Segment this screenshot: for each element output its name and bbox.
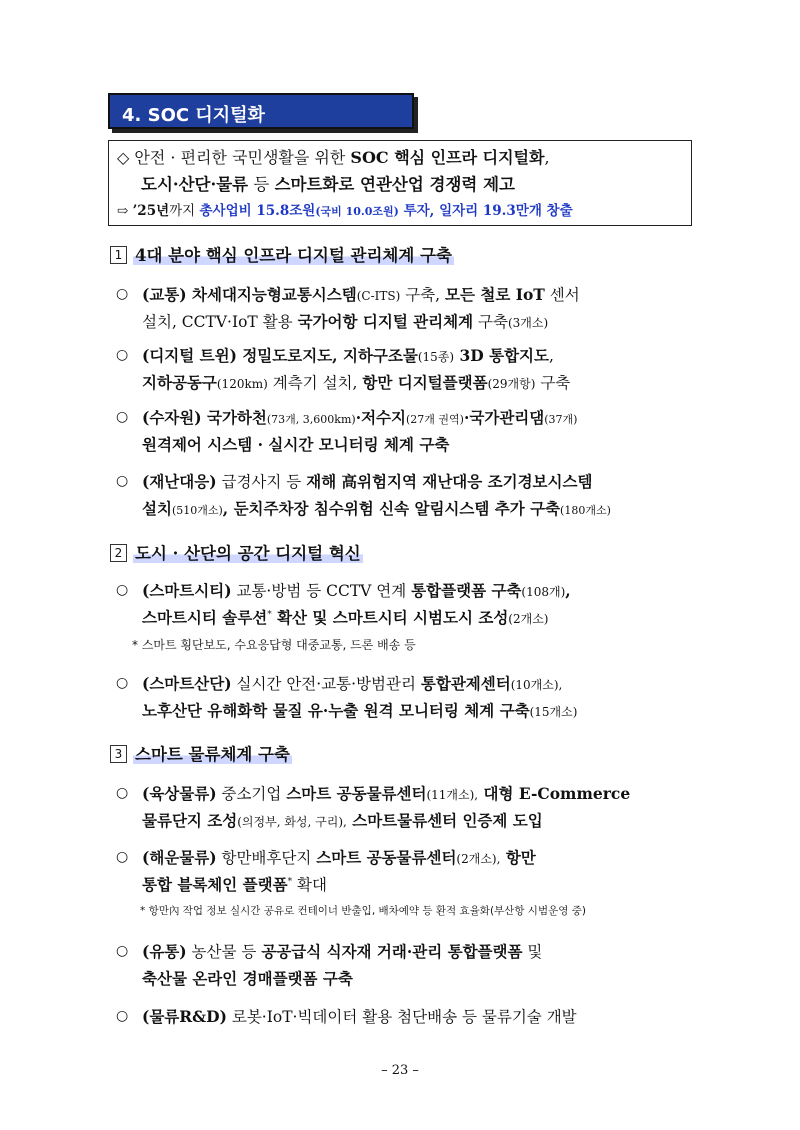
page-number: – 23 –: [381, 1063, 419, 1078]
text-run: 모든 철로 IoT: [445, 285, 545, 304]
text-run: 공공급식 식자재 거래·관리 통합플랫폼: [261, 942, 523, 961]
text-run: 중소기업: [216, 785, 287, 803]
text-run: (120km): [216, 377, 268, 391]
text-run: (C-ITS): [356, 289, 401, 303]
text-run: ·저수지: [355, 408, 407, 427]
text-run: 구축: [535, 374, 571, 392]
item-land-logistics-line1: [142, 782, 630, 804]
bullet-icon: ○: [116, 849, 129, 865]
bullet-icon: ○: [116, 347, 129, 363]
text-run: 확대: [292, 876, 327, 894]
item-logistics-rnd-line1: [142, 1005, 577, 1027]
text-run: (29개항): [487, 377, 536, 391]
text-run: (15개소): [529, 705, 578, 719]
text-run: (10개소),: [510, 678, 563, 692]
text-run: 및: [522, 943, 543, 961]
text-run: (510개소): [171, 504, 223, 517]
text-run: (교통) 차세대지능형교통시스템: [142, 285, 357, 304]
text-run: (유통): [142, 942, 187, 961]
text-run: 스마트 공동물류센터: [286, 784, 427, 803]
item-water-line1: [142, 406, 577, 428]
text-run: (재난대응): [142, 472, 217, 491]
item-water-line2: [142, 433, 449, 455]
text-run: (15종): [417, 350, 455, 364]
section-heading-title: 4대 분야 핵심 인프라 디지털 관리체계 구축: [135, 246, 452, 265]
text-run: (2개소),: [456, 852, 501, 866]
text-run: (물류R&D): [142, 1007, 227, 1026]
text-run: ,: [565, 581, 571, 600]
text-run: 통합플랫폼 구축: [411, 581, 522, 600]
summary-box: [108, 140, 692, 226]
text-run: 스마트화로 연관산업 경쟁력 제고: [274, 175, 515, 194]
text-run: 지하공동구: [142, 373, 217, 392]
summary-line-2: [141, 171, 515, 195]
item-smart-complex-line2: [142, 699, 577, 721]
item-distribution-line2: [142, 967, 353, 989]
text-run: 설치, CCTV·IoT 활용: [142, 313, 298, 331]
text-run: 설치: [142, 499, 172, 518]
text-run: SOC 핵심 인프라 디지털화: [350, 148, 545, 167]
text-run: 교통·방범 등 CCTV 연계: [231, 582, 412, 600]
item-sea-logistics-line2: [142, 873, 327, 895]
text-run: 구축,: [400, 286, 446, 304]
text-run: (수자원) 국가하천: [142, 408, 267, 427]
bullet-icon: ○: [116, 943, 129, 959]
text-run: 구축: [473, 313, 508, 331]
text-run: 까지: [169, 203, 200, 219]
text-run: (108개): [521, 585, 566, 599]
text-run: ,: [549, 347, 554, 365]
section-number: 1: [110, 246, 127, 264]
text-run: (스마트산단): [142, 674, 232, 693]
text-run: 투자, 일자리 19.3만개 창출: [398, 203, 573, 219]
item-disaster-line2: [142, 497, 611, 519]
bullet-icon: ○: [116, 785, 129, 801]
text-run: 항만 디지털플랫폼: [362, 373, 488, 392]
bullet-icon: ○: [116, 473, 129, 489]
text-run: 국가어항 디지털 관리체계: [297, 312, 474, 331]
text-run: 통합관제센터: [420, 674, 511, 693]
text-run: 실시간 안전·교통·방범관리: [231, 675, 421, 693]
text-run: *: [287, 876, 293, 887]
text-run: (3개소): [507, 316, 549, 330]
item-sea-logistics-line1: [142, 846, 536, 868]
bullet-icon: ○: [116, 675, 129, 691]
text-run: 도시·산단·물류: [141, 175, 249, 194]
item-digital-twin-line1: [142, 344, 554, 366]
text-run: (37개): [544, 413, 578, 426]
text-run: (해운물류): [142, 848, 217, 867]
section-heading-1: [110, 242, 454, 266]
text-run: 원격제어 시스템 · 실시간 모니터링 체계 구축: [142, 435, 450, 454]
text-run: (27개 권역): [406, 413, 464, 426]
text-run: , 둔치주차장 침수위험 신속 알림시스템 추가 구축: [222, 499, 561, 518]
item-land-logistics-line2: [142, 809, 543, 831]
arrow-icon: ⇨: [117, 203, 129, 219]
text-run: 로봇·IoT·빅데이터 활용 첨단배송 등 물류기술 개발: [226, 1008, 577, 1026]
item-smart-complex-line1: [142, 672, 562, 694]
text-run: (의정부, 화성, 구리),: [237, 815, 347, 829]
bullet-icon: ○: [116, 409, 129, 425]
text-run: 급경사지 등: [216, 473, 307, 491]
section-heading-title: 도시 · 산단의 공간 디지털 혁신: [135, 544, 361, 563]
item-traffic-line2: [142, 310, 548, 332]
text-run: (2개소): [508, 612, 549, 626]
text-run: 3D 통합지도: [454, 346, 549, 365]
text-run: ,: [544, 148, 550, 167]
footnote-sea-logistics: * 항만內 작업 정보 실시간 공유로 컨테이너 반출입, 배차예약 등 환적 효율화(부산항 시범운영 중): [140, 905, 586, 917]
text-run: 노후산단 유해화학 물질 유·누출 원격 모니터링 체계 구축: [142, 701, 530, 720]
item-smart-city-line1: [142, 579, 571, 601]
item-distribution-line1: [142, 940, 542, 962]
text-run: 안전 · 편리한 국민생활을 위한: [134, 148, 351, 167]
text-run: 농산물 등: [186, 943, 262, 961]
text-run: 축산물 온라인 경매플랫폼 구축: [142, 969, 353, 988]
text-run: ’25년: [132, 203, 170, 219]
text-run: 항만배후단지: [216, 849, 317, 867]
item-digital-twin-line2: [142, 371, 570, 393]
item-traffic-line1: [142, 283, 580, 305]
section-number: 2: [110, 544, 127, 562]
text-run: (스마트시티): [142, 581, 232, 600]
text-run: 대형 E-Commerce: [478, 784, 631, 803]
footnote-smart-city: * 스마트 횡단보도, 수요응답형 대중교통, 드론 배송 등: [132, 638, 416, 652]
text-run: 스마트시티 솔루션: [142, 608, 268, 627]
section-title-box: [108, 93, 414, 129]
text-run: (11개소),: [426, 788, 479, 802]
text-run: *: [267, 609, 272, 620]
text-run: 통합 블록체인 플랫폼: [142, 875, 288, 894]
summary-line-1: [117, 145, 550, 168]
text-run: 확산 및 스마트시티 시범도시 조성: [271, 608, 509, 627]
bullet-icon: ○: [116, 582, 129, 598]
text-run: 총사업비 15.8조원: [199, 203, 316, 219]
text-run: , 지하구조물: [332, 346, 418, 365]
summary-line-3: [117, 199, 573, 219]
text-run: (육상물류): [142, 784, 217, 803]
text-run: 물류단지 조성: [142, 811, 238, 830]
item-disaster-line1: [142, 470, 592, 492]
section-heading-2: [110, 540, 363, 564]
text-run: 계측기 설치,: [267, 374, 363, 392]
bullet-icon: ○: [116, 286, 129, 302]
section-heading-title: 스마트 물류체계 구축: [135, 745, 290, 764]
section-title: 4. SOC 디지털화: [122, 105, 265, 126]
text-run: 등: [248, 175, 275, 194]
section-heading-3: [110, 741, 292, 765]
text-run: 스마트물류센터 인증제 도입: [346, 811, 543, 830]
text-run: 재해 高위험지역 재난대응 조기경보시스템: [306, 472, 593, 491]
text-run: ·국가관리댐: [463, 408, 545, 427]
text-run: 항만: [500, 848, 536, 867]
text-run: 스마트 공동물류센터: [316, 848, 457, 867]
text-run: 센서: [544, 286, 580, 304]
text-run: (73개, 3,600km): [266, 413, 356, 426]
bullet-icon: ○: [116, 1008, 129, 1024]
text-run: (180개소): [560, 504, 611, 517]
text-run: (디지털 트윈) 정밀도로지도: [142, 346, 333, 365]
item-smart-city-line2: [142, 606, 548, 628]
text-run: (국비 10.0조원): [315, 205, 399, 218]
section-number: 3: [110, 745, 127, 763]
diamond-icon: ◇: [117, 148, 130, 167]
